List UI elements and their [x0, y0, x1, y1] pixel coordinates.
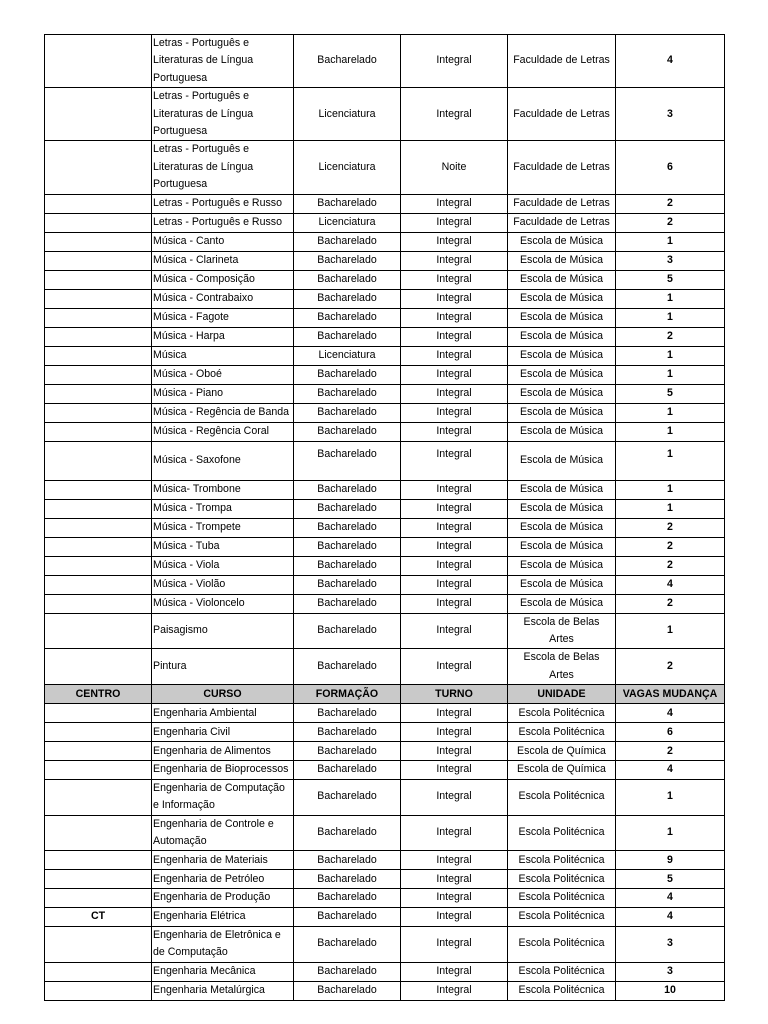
cell-turno: Integral [401, 815, 508, 851]
table-body-part2 [45, 704, 725, 1000]
cell-centro [45, 384, 152, 403]
cell-centro [45, 537, 152, 556]
cell-formacao: Bacharelado [294, 384, 401, 403]
cell-turno: Integral [401, 870, 508, 889]
cell-centro [45, 889, 152, 907]
cell-centro [45, 422, 152, 441]
cell-formacao: Bacharelado [294, 926, 401, 962]
cell-vagas: 3 [616, 926, 725, 962]
cell-unidade: Escola de Música [508, 289, 616, 308]
cell-turno: Integral [401, 346, 508, 365]
cell-formacao: Bacharelado [294, 742, 401, 761]
table-row [45, 194, 725, 213]
cell-unidade: Escola de Música [508, 480, 616, 499]
cell-curso: Engenharia Civil [152, 723, 294, 742]
cell-turno: Integral [401, 289, 508, 308]
cell-turno: Integral [401, 270, 508, 289]
table-row [45, 723, 725, 742]
table-header-row-group [45, 685, 725, 704]
cell-vagas: 1 [616, 403, 725, 422]
cell-turno: Integral [401, 723, 508, 742]
header-turno: TURNO [401, 685, 508, 704]
cell-unidade: Escola de Música [508, 556, 616, 575]
cell-formacao: Licenciatura [294, 141, 401, 194]
cell-centro [45, 575, 152, 594]
cell-turno: Integral [401, 403, 508, 422]
cell-unidade: Escola de Música [508, 270, 616, 289]
cell-vagas: 2 [616, 556, 725, 575]
cell-centro: CT [45, 907, 152, 926]
table-row [45, 251, 725, 270]
cell-centro [45, 556, 152, 575]
table-row [45, 35, 725, 88]
cell-unidade: Escola de Música [508, 441, 616, 480]
cell-vagas: 4 [616, 889, 725, 907]
cell-unidade: Escola de Música [508, 537, 616, 556]
cell-curso: Música - Oboé [152, 365, 294, 384]
table-row [45, 537, 725, 556]
cell-centro [45, 232, 152, 251]
cell-turno: Integral [401, 88, 508, 141]
cell-centro [45, 35, 152, 88]
table-row [45, 480, 725, 499]
cell-vagas: 1 [616, 441, 725, 480]
table-row [45, 422, 725, 441]
cell-centro [45, 518, 152, 537]
table-row [45, 141, 725, 194]
cell-centro [45, 815, 152, 851]
cell-curso: Música [152, 346, 294, 365]
cell-unidade: Escola de Música [508, 518, 616, 537]
cell-formacao: Bacharelado [294, 594, 401, 613]
header-unidade: UNIDADE [508, 685, 616, 704]
cell-turno: Integral [401, 232, 508, 251]
cell-unidade: Escola de Belas Artes [508, 649, 616, 685]
cell-centro [45, 403, 152, 422]
cell-formacao: Bacharelado [294, 962, 401, 981]
cell-centro [45, 365, 152, 384]
cell-curso: Música - Trompa [152, 499, 294, 518]
cell-centro [45, 962, 152, 981]
cell-turno: Integral [401, 981, 508, 1000]
table-row [45, 889, 725, 907]
header-curso: CURSO [152, 685, 294, 704]
cell-vagas: 2 [616, 537, 725, 556]
cell-curso: Música - Violão [152, 575, 294, 594]
cell-unidade: Escola de Música [508, 365, 616, 384]
cell-turno: Integral [401, 194, 508, 213]
cell-unidade: Escola Politécnica [508, 981, 616, 1000]
cell-turno: Integral [401, 384, 508, 403]
cell-centro [45, 346, 152, 365]
cell-unidade: Escola de Música [508, 499, 616, 518]
header-formacao: FORMAÇÃO [294, 685, 401, 704]
cell-unidade: Escola Politécnica [508, 779, 616, 815]
cell-vagas: 4 [616, 35, 725, 88]
cell-formacao: Bacharelado [294, 889, 401, 907]
cell-formacao: Bacharelado [294, 575, 401, 594]
cell-curso: Engenharia Metalúrgica [152, 981, 294, 1000]
cell-turno: Integral [401, 422, 508, 441]
table-row [45, 926, 725, 962]
cell-turno: Integral [401, 365, 508, 384]
cell-curso: Engenharia de Produção [152, 889, 294, 907]
table-row [45, 779, 725, 815]
cell-curso: Engenharia de Eletrônica e de Computação [152, 926, 294, 962]
cell-formacao: Bacharelado [294, 907, 401, 926]
cell-formacao: Bacharelado [294, 870, 401, 889]
cell-turno: Integral [401, 575, 508, 594]
cell-unidade: Escola Politécnica [508, 815, 616, 851]
cell-centro [45, 289, 152, 308]
cell-formacao: Bacharelado [294, 327, 401, 346]
cell-curso: Letras - Português e Literaturas de Língua Portuguesa [152, 35, 294, 88]
cell-unidade: Escola Politécnica [508, 889, 616, 907]
cell-unidade: Escola de Música [508, 308, 616, 327]
cell-vagas: 3 [616, 88, 725, 141]
cell-unidade: Faculdade de Letras [508, 213, 616, 232]
cell-formacao: Bacharelado [294, 761, 401, 779]
cell-turno: Integral [401, 704, 508, 723]
cell-centro [45, 141, 152, 194]
cell-centro [45, 704, 152, 723]
cell-unidade: Escola Politécnica [508, 926, 616, 962]
cell-turno: Integral [401, 926, 508, 962]
cell-turno: Integral [401, 537, 508, 556]
cell-formacao: Bacharelado [294, 270, 401, 289]
cell-curso: Engenharia de Petróleo [152, 870, 294, 889]
cell-vagas: 5 [616, 384, 725, 403]
cell-unidade: Escola Politécnica [508, 870, 616, 889]
cell-turno: Integral [401, 649, 508, 685]
cell-formacao: Licenciatura [294, 346, 401, 365]
cell-formacao: Bacharelado [294, 365, 401, 384]
cell-vagas: 9 [616, 851, 725, 870]
cell-curso: Engenharia de Materiais [152, 851, 294, 870]
table-row [45, 613, 725, 649]
cell-turno: Integral [401, 779, 508, 815]
table-row [45, 346, 725, 365]
table-row [45, 289, 725, 308]
header-vagas: VAGAS MUDANÇA [616, 685, 725, 704]
cell-centro [45, 327, 152, 346]
table-row [45, 649, 725, 685]
cell-unidade: Escola Politécnica [508, 851, 616, 870]
cell-curso: Música - Fagote [152, 308, 294, 327]
cell-turno: Integral [401, 35, 508, 88]
cell-turno: Integral [401, 499, 508, 518]
cell-vagas: 2 [616, 213, 725, 232]
table-row [45, 384, 725, 403]
cell-formacao: Bacharelado [294, 35, 401, 88]
cell-curso: Música - Canto [152, 232, 294, 251]
cell-vagas: 1 [616, 480, 725, 499]
cell-unidade: Faculdade de Letras [508, 194, 616, 213]
cell-turno: Noite [401, 141, 508, 194]
table-row [45, 815, 725, 851]
vacancies-table [44, 34, 725, 1001]
table-row [45, 308, 725, 327]
cell-formacao: Bacharelado [294, 518, 401, 537]
cell-turno: Integral [401, 480, 508, 499]
cell-vagas: 1 [616, 232, 725, 251]
cell-turno: Integral [401, 556, 508, 575]
cell-vagas: 2 [616, 594, 725, 613]
cell-turno: Integral [401, 907, 508, 926]
cell-curso: Paisagismo [152, 613, 294, 649]
cell-unidade: Escola de Música [508, 327, 616, 346]
cell-curso: Música - Regência de Banda [152, 403, 294, 422]
cell-turno: Integral [401, 742, 508, 761]
cell-vagas: 4 [616, 575, 725, 594]
cell-vagas: 1 [616, 422, 725, 441]
cell-centro [45, 213, 152, 232]
cell-unidade: Escola de Química [508, 761, 616, 779]
cell-turno: Integral [401, 251, 508, 270]
cell-turno: Integral [401, 213, 508, 232]
table-row [45, 575, 725, 594]
cell-centro [45, 251, 152, 270]
cell-curso: Música - Harpa [152, 327, 294, 346]
table-row [45, 327, 725, 346]
table-row [45, 870, 725, 889]
cell-unidade: Escola de Música [508, 422, 616, 441]
cell-vagas: 3 [616, 962, 725, 981]
cell-centro [45, 194, 152, 213]
cell-vagas: 1 [616, 346, 725, 365]
cell-curso: Música - Piano [152, 384, 294, 403]
cell-turno: Integral [401, 889, 508, 907]
cell-turno: Integral [401, 613, 508, 649]
cell-unidade: Faculdade de Letras [508, 88, 616, 141]
cell-formacao: Bacharelado [294, 232, 401, 251]
table-row [45, 441, 725, 480]
cell-centro [45, 926, 152, 962]
table-row [45, 270, 725, 289]
cell-vagas: 2 [616, 518, 725, 537]
cell-vagas: 5 [616, 270, 725, 289]
cell-centro [45, 594, 152, 613]
header-row [45, 685, 725, 704]
cell-curso: Música- Trombone [152, 480, 294, 499]
cell-curso: Pintura [152, 649, 294, 685]
cell-centro [45, 88, 152, 141]
table-row [45, 88, 725, 141]
table-row [45, 213, 725, 232]
cell-centro [45, 851, 152, 870]
table-row [45, 403, 725, 422]
cell-formacao: Bacharelado [294, 704, 401, 723]
cell-unidade: Escola de Belas Artes [508, 613, 616, 649]
table-row [45, 851, 725, 870]
cell-vagas: 4 [616, 761, 725, 779]
cell-curso: Música - Clarineta [152, 251, 294, 270]
cell-centro [45, 480, 152, 499]
cell-formacao: Bacharelado [294, 723, 401, 742]
cell-vagas: 1 [616, 779, 725, 815]
cell-turno: Integral [401, 327, 508, 346]
cell-curso: Engenharia de Controle e Automação [152, 815, 294, 851]
cell-curso: Letras - Português e Russo [152, 194, 294, 213]
table-row [45, 907, 725, 926]
cell-curso: Música - Regência Coral [152, 422, 294, 441]
cell-unidade: Escola de Música [508, 232, 616, 251]
cell-curso: Música - Trompete [152, 518, 294, 537]
cell-vagas: 2 [616, 327, 725, 346]
cell-curso: Música - Viola [152, 556, 294, 575]
cell-centro [45, 742, 152, 761]
cell-formacao: Bacharelado [294, 815, 401, 851]
cell-formacao: Licenciatura [294, 213, 401, 232]
cell-vagas: 1 [616, 815, 725, 851]
cell-centro [45, 270, 152, 289]
cell-centro [45, 499, 152, 518]
cell-formacao: Bacharelado [294, 251, 401, 270]
cell-formacao: Bacharelado [294, 194, 401, 213]
cell-vagas: 1 [616, 289, 725, 308]
cell-centro [45, 779, 152, 815]
cell-turno: Integral [401, 594, 508, 613]
cell-formacao: Bacharelado [294, 441, 401, 480]
cell-vagas: 3 [616, 251, 725, 270]
cell-unidade: Escola de Música [508, 251, 616, 270]
cell-unidade: Faculdade de Letras [508, 35, 616, 88]
cell-formacao: Bacharelado [294, 499, 401, 518]
table-row [45, 499, 725, 518]
cell-turno: Integral [401, 962, 508, 981]
cell-unidade: Escola Politécnica [508, 907, 616, 926]
cell-formacao: Bacharelado [294, 480, 401, 499]
cell-unidade: Escola de Música [508, 346, 616, 365]
cell-unidade: Escola Politécnica [508, 723, 616, 742]
cell-formacao: Bacharelado [294, 981, 401, 1000]
table-row [45, 761, 725, 779]
cell-unidade: Escola de Música [508, 403, 616, 422]
cell-centro [45, 613, 152, 649]
cell-centro [45, 761, 152, 779]
cell-vagas: 4 [616, 907, 725, 926]
cell-centro [45, 870, 152, 889]
cell-turno: Integral [401, 851, 508, 870]
cell-curso: Engenharia Elétrica [152, 907, 294, 926]
cell-curso: Letras - Português e Russo [152, 213, 294, 232]
cell-vagas: 1 [616, 365, 725, 384]
cell-curso: Engenharia Mecânica [152, 962, 294, 981]
cell-curso: Música - Violoncelo [152, 594, 294, 613]
cell-vagas: 10 [616, 981, 725, 1000]
cell-formacao: Bacharelado [294, 851, 401, 870]
cell-vagas: 2 [616, 649, 725, 685]
cell-formacao: Bacharelado [294, 649, 401, 685]
cell-formacao: Bacharelado [294, 556, 401, 575]
cell-turno: Integral [401, 441, 508, 480]
cell-vagas: 1 [616, 308, 725, 327]
cell-unidade: Escola de Química [508, 742, 616, 761]
cell-formacao: Bacharelado [294, 613, 401, 649]
cell-vagas: 4 [616, 704, 725, 723]
cell-centro [45, 441, 152, 480]
cell-curso: Música - Contrabaixo [152, 289, 294, 308]
cell-curso: Música - Tuba [152, 537, 294, 556]
cell-vagas: 1 [616, 613, 725, 649]
table-row [45, 365, 725, 384]
table-row [45, 962, 725, 981]
cell-unidade: Faculdade de Letras [508, 141, 616, 194]
cell-turno: Integral [401, 761, 508, 779]
table-row [45, 556, 725, 575]
table-row [45, 518, 725, 537]
cell-centro [45, 723, 152, 742]
table-row [45, 981, 725, 1000]
table-row [45, 594, 725, 613]
cell-formacao: Bacharelado [294, 422, 401, 441]
cell-unidade: Escola de Música [508, 384, 616, 403]
cell-vagas: 6 [616, 141, 725, 194]
cell-vagas: 5 [616, 870, 725, 889]
cell-curso: Engenharia de Alimentos [152, 742, 294, 761]
cell-curso: Letras - Português e Literaturas de Língua Portuguesa [152, 88, 294, 141]
header-centro: CENTRO [45, 685, 152, 704]
table-row [45, 704, 725, 723]
cell-formacao: Bacharelado [294, 779, 401, 815]
cell-vagas: 1 [616, 499, 725, 518]
cell-vagas: 6 [616, 723, 725, 742]
cell-curso: Engenharia de Bioprocessos [152, 761, 294, 779]
cell-formacao: Licenciatura [294, 88, 401, 141]
cell-formacao: Bacharelado [294, 289, 401, 308]
table-body-part1 [45, 35, 725, 685]
cell-curso: Música - Composição [152, 270, 294, 289]
cell-unidade: Escola Politécnica [508, 704, 616, 723]
cell-formacao: Bacharelado [294, 403, 401, 422]
cell-unidade: Escola de Música [508, 594, 616, 613]
cell-curso: Engenharia Ambiental [152, 704, 294, 723]
cell-turno: Integral [401, 518, 508, 537]
cell-curso: Música - Saxofone [152, 441, 294, 480]
cell-vagas: 2 [616, 742, 725, 761]
cell-centro [45, 981, 152, 1000]
cell-formacao: Bacharelado [294, 537, 401, 556]
table-row [45, 232, 725, 251]
cell-unidade: Escola Politécnica [508, 962, 616, 981]
cell-centro [45, 649, 152, 685]
cell-curso: Letras - Português e Literaturas de Língua Portuguesa [152, 141, 294, 194]
cell-unidade: Escola de Música [508, 575, 616, 594]
cell-vagas: 2 [616, 194, 725, 213]
cell-formacao: Bacharelado [294, 308, 401, 327]
cell-centro [45, 308, 152, 327]
cell-turno: Integral [401, 308, 508, 327]
table-row [45, 742, 725, 761]
cell-curso: Engenharia de Computação e Informação [152, 779, 294, 815]
